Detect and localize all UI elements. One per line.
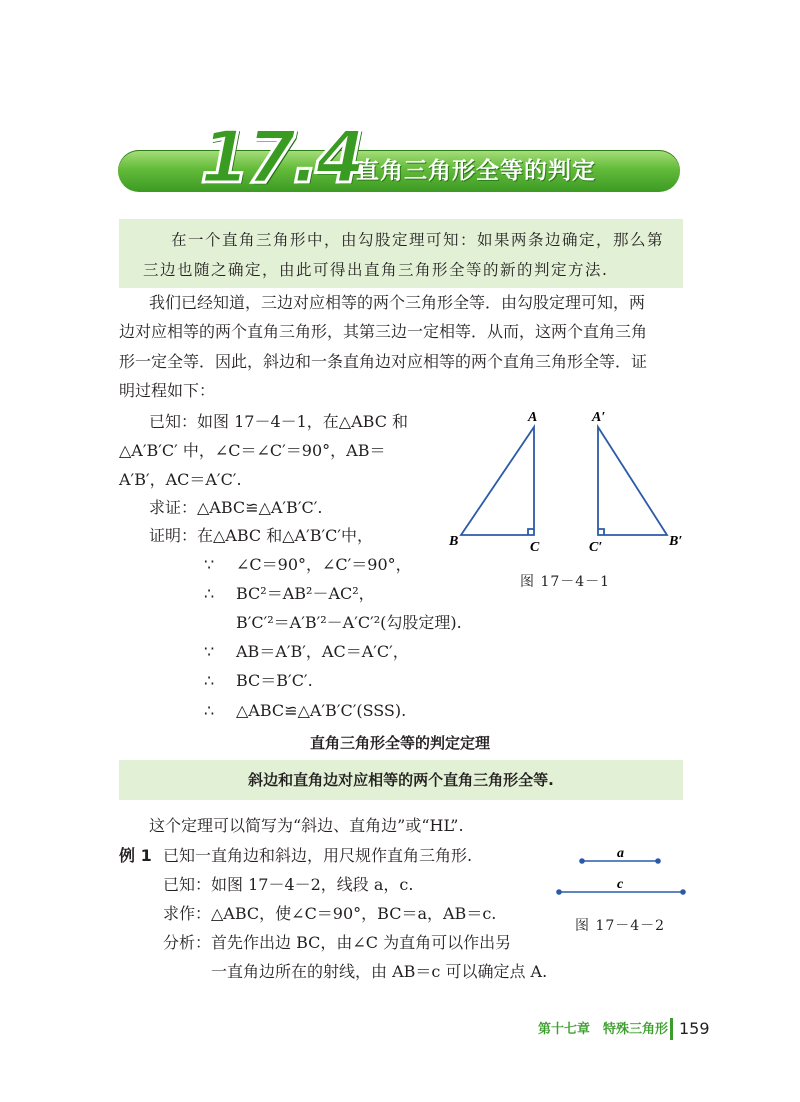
label-b-prime: B′ xyxy=(669,534,683,549)
section-number: 17.4 xyxy=(200,115,362,199)
section-title: 直角三角形全等的判定 xyxy=(356,158,596,184)
proof-step: ∠C＝90°，∠C′＝90°， xyxy=(236,555,412,574)
paragraph-line: 形一定全等．因此，斜边和一条直角边对应相等的两个直角三角形全等．证 xyxy=(119,352,648,371)
example-line: 已知一直角边和斜边，用尺规作直角三角形. xyxy=(163,846,473,865)
segment-a-label: a xyxy=(617,846,624,861)
proof-step: △ABC≌△A′B′C′(SSS). xyxy=(236,701,407,720)
intro-line: 在一个直角三角形中，由勾股定理可知：如果两条边确定，那么第 xyxy=(171,231,665,249)
page-number: 159 xyxy=(679,1019,710,1038)
right-angle-mark-c2 xyxy=(598,529,604,535)
given-line: A′B′，AC＝A′C′. xyxy=(119,470,242,489)
therefore-symbol: ∴ xyxy=(204,701,215,720)
label-c: C xyxy=(530,540,540,555)
theorem-heading: 直角三角形全等的判定定理 xyxy=(309,734,490,752)
proof-step: B′C′²＝A′B′²－A′C′²(勾股定理). xyxy=(236,613,462,632)
label-b: B xyxy=(449,534,459,549)
paragraph-line: 明过程如下： xyxy=(119,381,216,400)
figure-caption: 图 17－4－2 xyxy=(575,918,666,934)
right-angle-mark-c xyxy=(528,529,534,535)
label-c-prime: C′ xyxy=(589,540,603,555)
given-line: 已知：如图 17－4－1，在△ABC 和 xyxy=(149,412,409,431)
label-a: A xyxy=(528,410,538,425)
intro-line: 三边也随之确定，由此可得出直角三角形全等的新的判定方法. xyxy=(143,261,609,279)
because-symbol: ∵ xyxy=(204,555,215,574)
example-line: 求作：△ABC，使∠C＝90°，BC＝a，AB＝c. xyxy=(163,904,497,923)
chapter-label: 第十七章 特殊三角形 xyxy=(537,1022,668,1037)
example-label: 例 1 xyxy=(119,846,152,865)
figure-17-4-2 xyxy=(555,843,690,903)
intro-box xyxy=(119,219,683,288)
paragraph-line: 我们已经知道，三边对应相等的两个三角形全等．由勾股定理可知，两 xyxy=(149,293,646,312)
label-a-prime: A′ xyxy=(592,410,606,425)
theorem-text: 斜边和直角边对应相等的两个直角三角形全等. xyxy=(248,771,554,789)
proof-intro: 证明：在△ABC 和△A′B′C′中， xyxy=(149,526,374,545)
proof-step: BC＝B′C′. xyxy=(236,671,313,690)
figure-17-4-1 xyxy=(440,405,700,555)
prove-statement: 求证：△ABC≌△A′B′C′. xyxy=(149,498,323,517)
triangle-abc xyxy=(461,427,534,535)
proof-step: BC²＝AB²－AC²， xyxy=(236,584,375,603)
example-line: 已知：如图 17－4－2，线段 a，c. xyxy=(163,875,414,894)
because-symbol: ∵ xyxy=(204,642,215,661)
theorem-box xyxy=(119,760,683,800)
footer-divider xyxy=(670,1018,673,1040)
abbreviation-line: 这个定理可以简写为“斜边、直角边”或“HL”. xyxy=(149,816,464,835)
triangle-a2b2c2 xyxy=(598,427,667,535)
proof-step: AB＝A′B′，AC＝A′C′， xyxy=(236,642,409,661)
example-line: 一直角边所在的射线，由 AB＝c 可以确定点 A. xyxy=(211,962,548,981)
example-line: 分析：首先作出边 BC，由∠C 为直角可以作出另 xyxy=(163,933,512,952)
therefore-symbol: ∴ xyxy=(204,671,215,690)
figure-caption: 图 17－4－1 xyxy=(520,574,611,590)
segment-c-label: c xyxy=(617,877,624,892)
therefore-symbol: ∴ xyxy=(204,584,215,603)
paragraph-line: 边对应相等的两个直角三角形，其第三边一定相等．从而，这两个直角三角 xyxy=(119,322,648,341)
given-line: △A′B′C′ 中，∠C＝∠C′＝90°，AB＝ xyxy=(119,441,386,460)
